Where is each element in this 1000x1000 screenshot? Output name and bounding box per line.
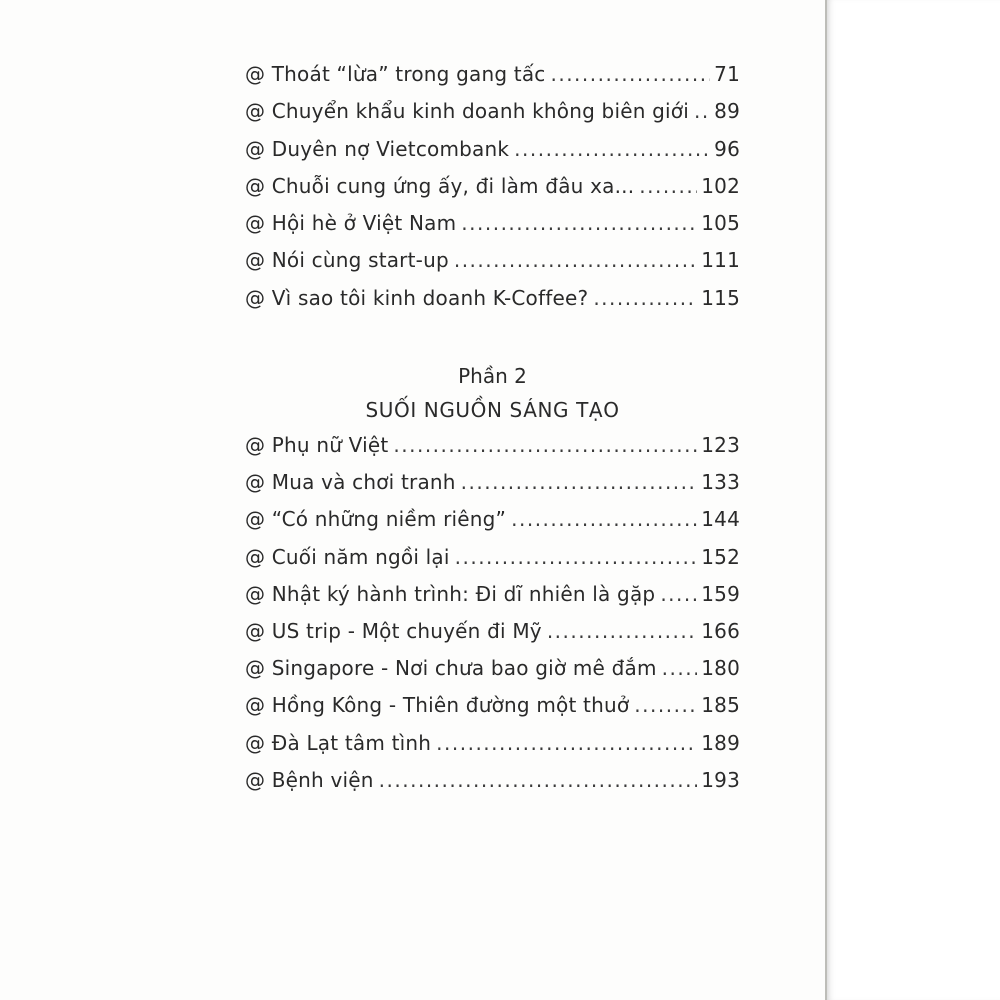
toc-entry	[245, 470, 740, 507]
toc-entry-page: 102	[701, 173, 740, 198]
toc-entry-page: 144	[701, 507, 740, 532]
toc-entry-page: 180	[701, 656, 740, 681]
dot-leader	[514, 137, 710, 161]
dot-leader	[379, 768, 698, 792]
dot-leader	[461, 470, 698, 494]
toc-entry-page: 111	[701, 248, 740, 273]
toc-entry-title: @ Chuyển khẩu kinh doanh không biên giới	[245, 99, 689, 124]
dot-leader	[511, 507, 697, 531]
dot-leader	[639, 174, 697, 198]
toc-entry	[245, 619, 740, 656]
toc-entry	[245, 693, 740, 730]
dot-leader	[454, 248, 697, 272]
toc-entry-page: 185	[701, 693, 740, 718]
toc-entry	[245, 99, 740, 136]
toc-entry	[245, 248, 740, 285]
dot-leader	[662, 656, 698, 680]
toc-entry-page: 193	[701, 767, 740, 792]
toc-entry	[245, 137, 740, 174]
toc-entry-title: @ “Có những niềm riêng”	[245, 507, 507, 532]
toc-entry	[245, 731, 740, 768]
toc-entry	[245, 286, 740, 323]
toc-entry	[245, 582, 740, 619]
dot-leader	[550, 62, 710, 86]
toc-entry-page: 152	[701, 544, 740, 569]
toc-entry	[245, 507, 740, 544]
toc-entry	[245, 433, 740, 470]
part-label: Phần 2	[458, 364, 527, 388]
toc-entry-title: @ Duyên nợ Vietcombank	[245, 136, 510, 161]
dot-leader	[634, 693, 697, 717]
toc-entry-page: 89	[714, 99, 740, 124]
toc-entry-title: @ Chuỗi cung ứng ấy, đi làm đâu xa...	[245, 173, 635, 198]
toc-list-part-2	[245, 433, 740, 805]
dot-leader	[461, 211, 697, 235]
toc-entry-page: 115	[701, 285, 740, 310]
toc-entry-page: 105	[701, 211, 740, 236]
toc-entry	[245, 656, 740, 693]
toc-entry	[245, 768, 740, 805]
toc-entry-page: 159	[701, 581, 740, 606]
toc-entry	[245, 62, 740, 99]
toc-entry-title: @ Mua và chơi tranh	[245, 470, 456, 495]
toc-entry-title: @ Thoát “lừa” trong gang tấc	[245, 62, 546, 86]
toc-entry-title: @ Hội hè ở Việt Nam	[245, 211, 457, 236]
toc-entry-title: @ Hồng Kông - Thiên đường một thuở	[245, 693, 630, 718]
toc-entry-title: @ Nói cùng start-up	[245, 248, 449, 273]
toc-entry-page: 166	[701, 618, 740, 643]
toc-entry-page: 96	[714, 136, 740, 161]
toc-entry-title: @ Bệnh viện	[245, 767, 374, 792]
toc-entry-page: 189	[701, 730, 740, 755]
dot-leader	[547, 619, 697, 643]
toc-entry-page: 123	[701, 433, 740, 457]
toc-entry-title: @ US trip - Một chuyến đi Mỹ	[245, 618, 542, 643]
toc-entry-title: @ Singapore - Nơi chưa bao giờ mê đắm	[245, 656, 657, 681]
dot-leader	[393, 433, 697, 457]
toc-entry	[245, 211, 740, 248]
toc-entry	[245, 545, 740, 582]
toc-entry-title: @ Cuối năm ngồi lại	[245, 544, 450, 569]
toc-entry-page: 133	[701, 470, 740, 495]
toc-entry	[245, 174, 740, 211]
dot-leader	[593, 286, 697, 310]
toc-list-part-1	[245, 62, 740, 323]
part-title: SUỐI NGUỒN SÁNG TẠO	[365, 398, 620, 422]
toc-entry-page: 71	[714, 62, 740, 86]
adjacent-page-edge	[825, 0, 1000, 1000]
toc-entry-title: @ Phụ nữ Việt	[245, 433, 389, 457]
dot-leader	[660, 582, 697, 606]
toc-entry-title: @ Vì sao tôi kinh doanh K-Coffee?	[245, 285, 589, 310]
dot-leader	[436, 731, 697, 755]
toc-entry-title: @ Nhật ký hành trình: Đi dĩ nhiên là gặp	[245, 581, 656, 606]
dot-leader	[694, 99, 710, 123]
dot-leader	[455, 545, 698, 569]
toc-entry-title: @ Đà Lạt tâm tình	[245, 730, 432, 755]
